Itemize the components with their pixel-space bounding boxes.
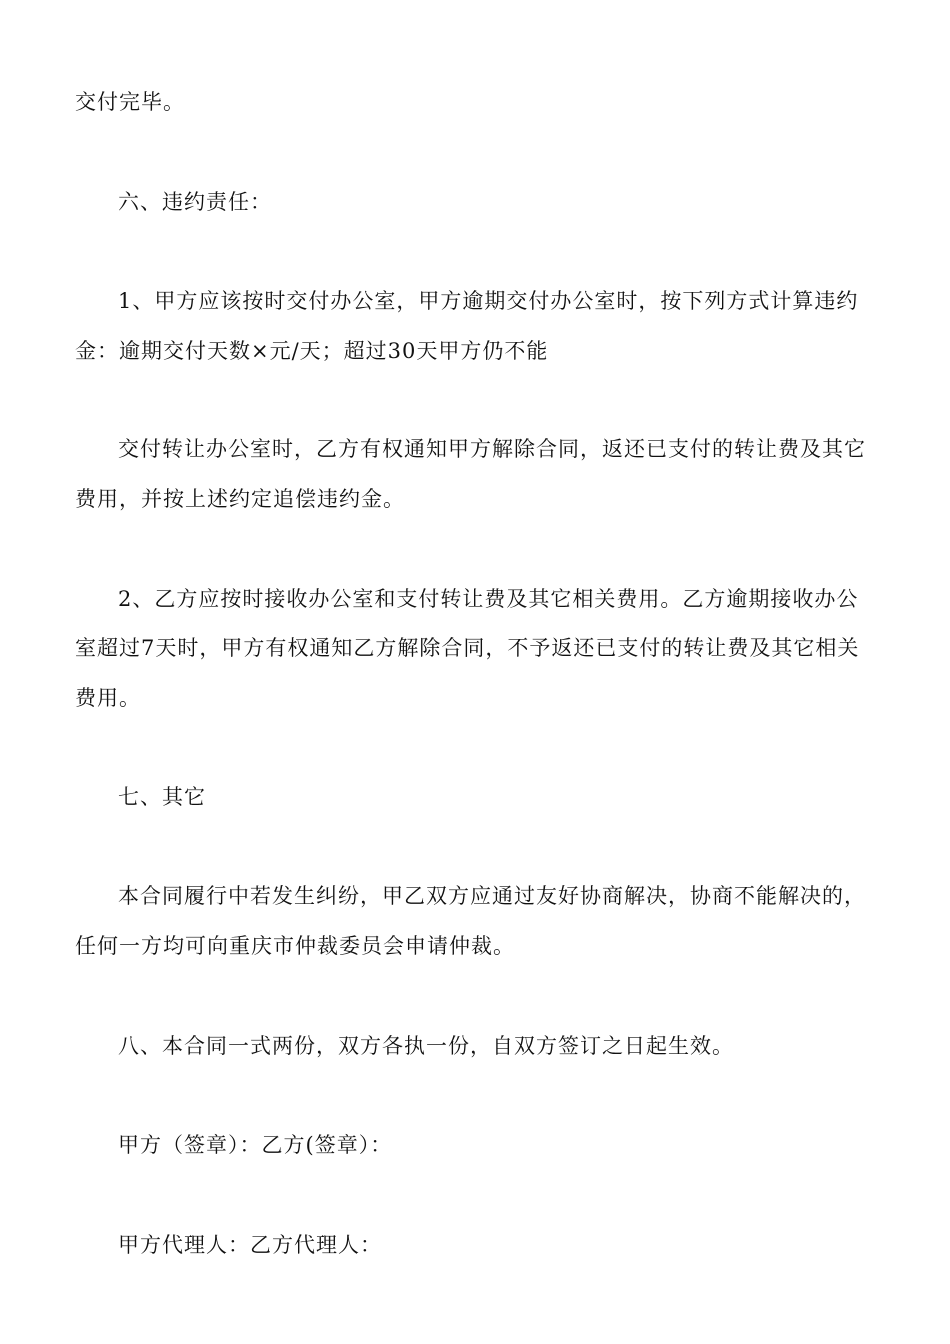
dispute-clause-line-2: 任何一方均可向重庆市仲裁委员会申请仲裁。 <box>75 934 515 958</box>
section-heading-breach-liability: 六、违约责任： <box>118 190 272 214</box>
clause-2-line-3: 费用。 <box>75 686 141 710</box>
clause-2-line-2: 室超过7天时，甲方有权通知乙方解除合同，不予返还已支付的转让费及其它相关 <box>75 636 860 660</box>
section-heading-other: 七、其它 <box>118 785 206 809</box>
clause-1-cont-line-2: 费用，并按上述约定追偿违约金。 <box>75 487 405 511</box>
clause-1-line-1: 1、甲方应该按时交付办公室，甲方逾期交付办公室时，按下列方式计算违约 <box>118 289 859 313</box>
paragraph-delivery-complete: 交付完毕。 <box>75 90 185 114</box>
signature-seal-line: 甲方（签章）：乙方(签章）： <box>118 1133 393 1157</box>
signature-agent-line: 甲方代理人：乙方代理人： <box>118 1233 382 1257</box>
dispute-clause-line-1: 本合同履行中若发生纠纷，甲乙双方应通过友好协商解决，协商不能解决的， <box>118 884 866 908</box>
clause-2-line-1: 2、乙方应按时接收办公室和支付转让费及其它相关费用。乙方逾期接收办公 <box>118 587 859 611</box>
clause-1-cont-line-1: 交付转让办公室时，乙方有权通知甲方解除合同，返还已支付的转让费及其它 <box>118 437 866 461</box>
section-copies-effective: 八、本合同一式两份，双方各执一份，自双方签订之日起生效。 <box>118 1034 734 1058</box>
clause-1-line-2: 金：逾期交付天数×元/天；超过30天甲方仍不能 <box>75 339 549 363</box>
